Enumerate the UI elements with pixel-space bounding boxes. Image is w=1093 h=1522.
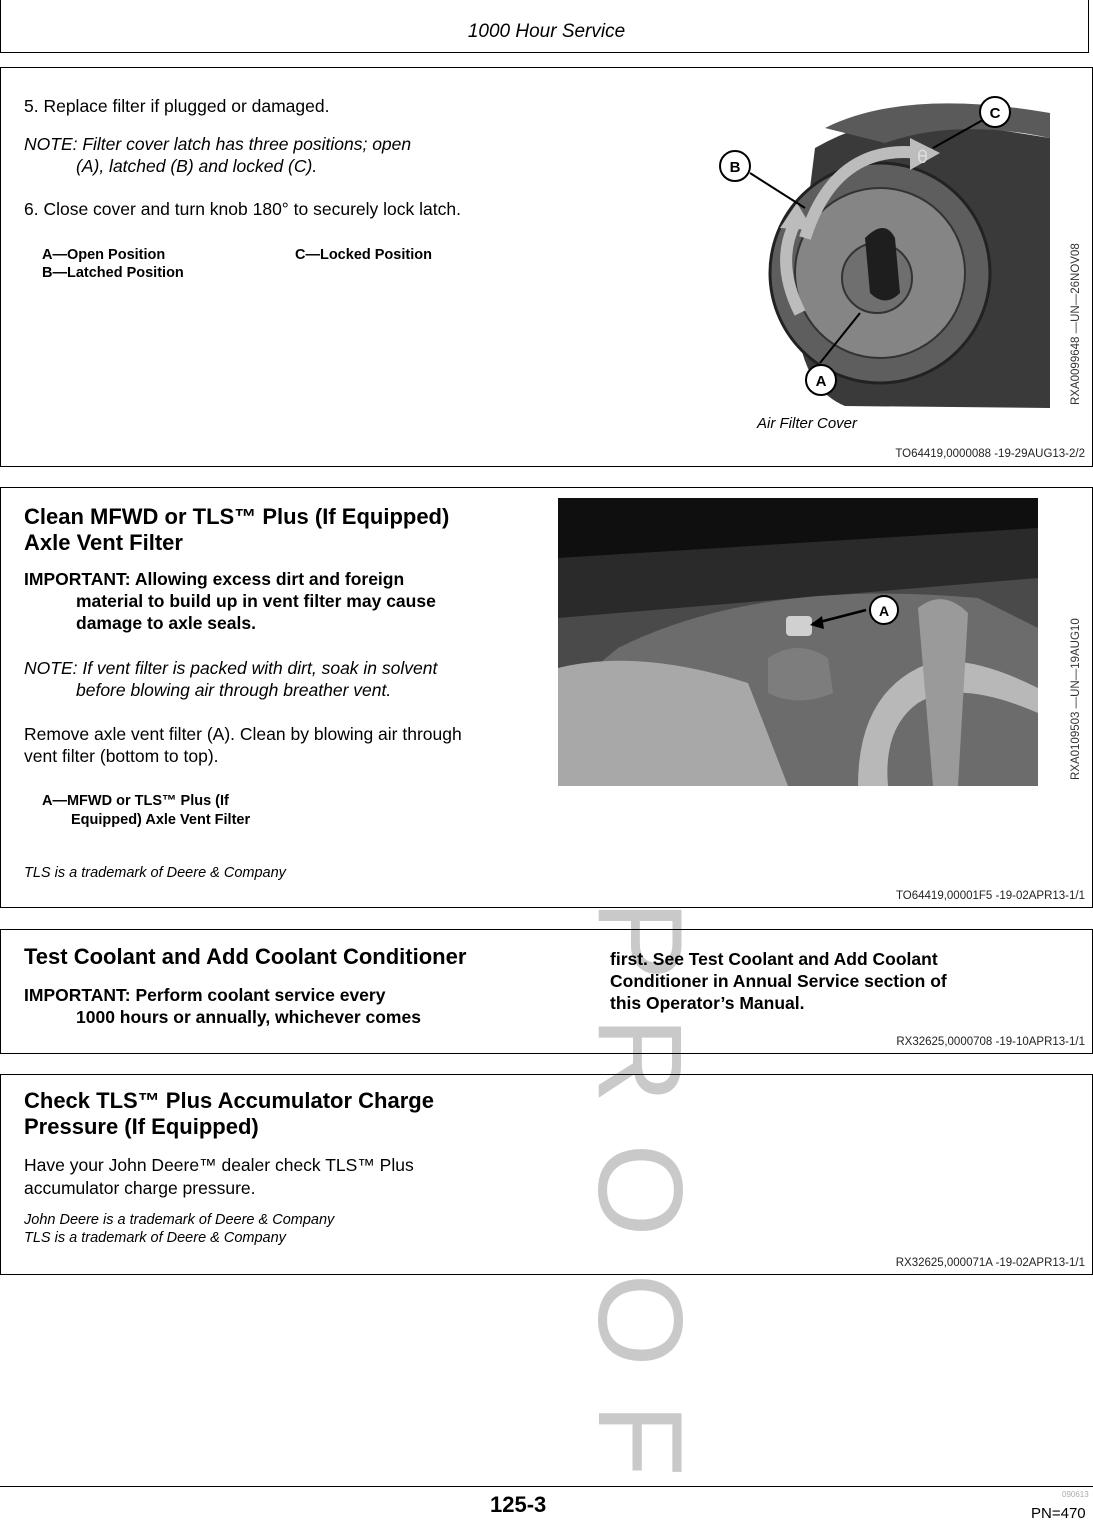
callout-a-label: A <box>878 603 890 619</box>
section-title-line-2: Axle Vent Filter <box>24 530 183 555</box>
callout-c-label: C <box>989 105 1001 122</box>
watermark-letter: O <box>573 1143 707 1237</box>
note-line-2: before blowing air through breather vent. <box>76 680 392 700</box>
note-line-2: (A), latched (B) and locked (C). <box>76 156 318 176</box>
callout-b <box>720 151 750 181</box>
image-ref-vertical: RXA0109503 —UN—19AUG10 <box>1070 618 1082 780</box>
image-ref-vertical: RXA0099648 —UN—26NOV08 <box>1070 243 1082 405</box>
section-title: Test Coolant and Add Coolant Conditioner <box>24 944 467 969</box>
right-line-3: this Operator’s Manual. <box>610 993 805 1013</box>
trademark-note-2: TLS is a trademark of Deere & Company <box>24 1230 286 1246</box>
doc-ref: TO64419,00001F5 -19-02APR13-1/1 <box>895 890 1085 902</box>
air-filter-illustration <box>705 88 1055 413</box>
watermark-letter: P <box>573 899 707 981</box>
svg-text:θ: θ <box>917 147 929 168</box>
right-line-1: first. See Test Coolant and Add Coolant <box>610 949 938 969</box>
footer-code: 090613 <box>1062 1490 1089 1499</box>
image-caption: Air Filter Cover <box>757 415 858 432</box>
watermark-letter: R <box>573 1016 707 1104</box>
callout-a <box>806 365 836 395</box>
legend-line-1: A—MFWD or TLS™ Plus (If <box>42 793 229 809</box>
doc-ref: TO64419,0000088 -19-29AUG13-2/2 <box>895 448 1085 460</box>
section-title-line-1: Check TLS™ Plus Accumulator Charge <box>24 1088 434 1113</box>
step-6: 6. Close cover and turn knob 180° to securely lock latch. <box>24 199 461 219</box>
trademark-note-1: John Deere is a trademark of Deere & Company <box>24 1212 335 1228</box>
callout-a <box>870 596 898 624</box>
watermark-letter: O <box>573 1273 707 1367</box>
axle-vent-photo <box>558 498 1038 786</box>
pn-number: PN=470 <box>1031 1505 1086 1522</box>
legend-c: C—Locked Position <box>295 247 432 263</box>
right-line-2: Conditioner in Annual Service section of <box>610 971 947 991</box>
important-line-2: material to build up in vent filter may cause <box>76 591 436 611</box>
important-line-1: IMPORTANT: Perform coolant service every <box>24 985 386 1005</box>
page-title: 1000 Hour Service <box>467 21 626 42</box>
trademark-note: TLS is a trademark of Deere & Company <box>24 865 286 881</box>
page-number: 125-3 <box>490 1492 547 1517</box>
important-line-2: 1000 hours or annually, whichever comes <box>76 1007 421 1027</box>
legend-b: B—Latched Position <box>42 265 184 281</box>
step-5: 5. Replace filter if plugged or damaged. <box>24 96 330 116</box>
doc-ref: RX32625,000071A -19-02APR13-1/1 <box>895 1257 1085 1269</box>
callout-b-label: B <box>729 159 741 176</box>
watermark-letter: F <box>573 1403 707 1477</box>
callout-a-label: A <box>815 373 827 390</box>
doc-ref: RX32625,0000708 -19-10APR13-1/1 <box>896 1036 1085 1048</box>
body-line-1: Remove axle vent filter (A). Clean by blowing air through <box>24 724 462 744</box>
footer-rule <box>0 1486 1093 1487</box>
important-line-3: damage to axle seals. <box>76 613 256 633</box>
legend-line-2: Equipped) Axle Vent Filter <box>71 812 251 828</box>
section-title-line-2: Pressure (If Equipped) <box>24 1114 259 1139</box>
body-line-2: vent filter (bottom to top). <box>24 746 219 766</box>
section-title-line-1: Clean MFWD or TLS™ Plus (If Equipped) <box>24 504 450 529</box>
note-line-1: NOTE: If vent filter is packed with dirt, soak in solvent <box>24 658 438 678</box>
callout-c <box>980 97 1010 127</box>
body-line-1: Have your John Deere™ dealer check TLS™ Plus <box>24 1155 414 1175</box>
important-line-1: IMPORTANT: Allowing excess dirt and foreign <box>24 569 405 589</box>
body-line-2: accumulator charge pressure. <box>24 1178 256 1198</box>
legend-a: A—Open Position <box>42 247 166 263</box>
note-line-1: NOTE: Filter cover latch has three positions; open <box>24 134 412 154</box>
